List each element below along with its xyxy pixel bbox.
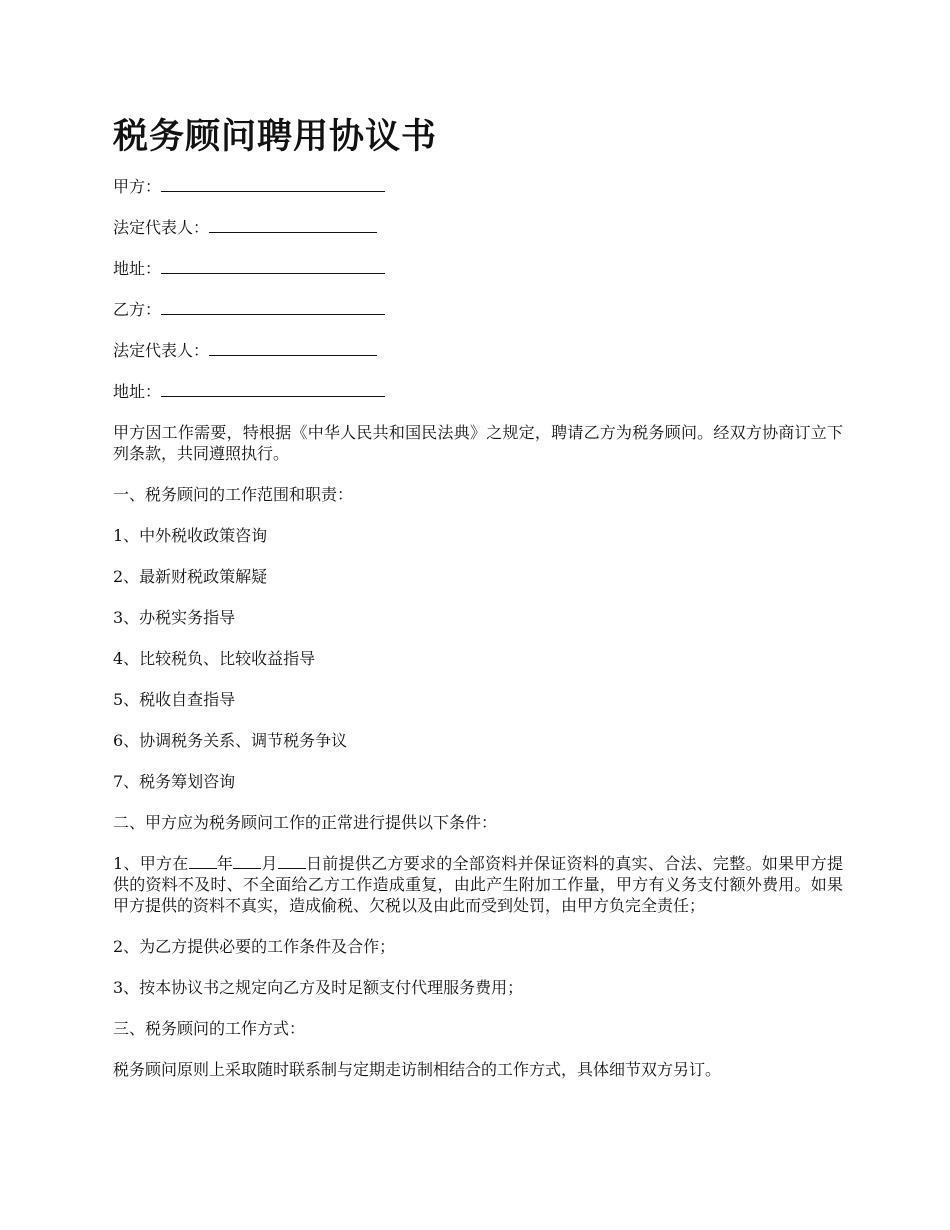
party-a-rep-blank <box>209 217 377 233</box>
party-a-field <box>113 176 843 198</box>
party-a-rep-label: 法定代表人： <box>113 218 210 237</box>
section1-item: 7、税务筹划咨询 <box>113 772 236 791</box>
party-a-rep-field <box>113 217 843 239</box>
section2-item-1 <box>113 853 843 916</box>
section1-item: 6、协调税务关系、调节税务争议 <box>113 731 348 750</box>
party-b-address-label: 地址： <box>113 382 162 401</box>
section2-item1-prefix: 1、甲方在 <box>113 854 189 873</box>
document-page <box>113 112 843 1100</box>
party-a-address-label: 地址： <box>113 259 162 278</box>
section1-item: 1、中外税收政策咨询 <box>113 526 268 545</box>
section1-item: 2、最新财税政策解疑 <box>113 567 268 586</box>
section2-item1-year: 年 <box>216 854 234 873</box>
party-a-label: 甲方： <box>113 177 162 196</box>
party-b-rep-field <box>113 340 843 362</box>
month-blank <box>233 854 261 869</box>
section2-item1-month: 月 <box>261 854 278 873</box>
section2-heading: 二、甲方应为税务顾问工作的正常进行提供以下条件： <box>113 813 498 832</box>
year-blank <box>189 854 217 869</box>
party-b-field <box>113 299 843 321</box>
party-b-label: 乙方： <box>113 300 162 319</box>
party-b-address-blank <box>161 381 385 397</box>
intro-paragraph: 甲方因工作需要，特根据《中华人民共和国民法典》之规定，聘请乙方为税务顾问。经双方协商订立下列条款，共同遵照执行。 <box>113 423 843 463</box>
party-b-rep-blank <box>209 340 377 356</box>
party-b-rep-label: 法定代表人： <box>113 341 210 360</box>
section1-heading: 一、税务顾问的工作范围和职责： <box>113 485 354 504</box>
section1-item: 3、办税实务指导 <box>113 608 236 627</box>
section2-item1-rest: 日前提供乙方要求的全部资料并保证资料的真实、合法、完整。如果甲方提供的资料不及时、不全面给乙方工作造成重复，由此产生附加工作量，甲方有义务支付额外费用。如果甲方提供的资料不真实，造成偷税、欠税以及由此而受到处罚，由甲方负完全责任； <box>113 854 843 915</box>
section2-item-3: 3、按本协议书之规定向乙方及时足额支付代理服务费用； <box>113 978 524 997</box>
section1-item: 4、比较税负、比较收益指导 <box>113 649 316 668</box>
party-a-blank <box>161 176 385 192</box>
party-b-blank <box>161 299 385 315</box>
section3-body: 税务顾问原则上采取随时联系制与定期走访制相结合的工作方式，具体细节双方另订。 <box>113 1060 722 1079</box>
section3-heading: 三、税务顾问的工作方式： <box>113 1019 306 1038</box>
document-title: 税务顾问聘用协议书 <box>113 116 438 157</box>
party-b-address-field <box>113 381 843 403</box>
section2-item-2: 2、为乙方提供必要的工作条件及合作； <box>113 937 396 956</box>
party-a-address-blank <box>161 258 385 274</box>
day-blank <box>278 854 306 869</box>
section1-item: 5、税收自查指导 <box>113 690 236 709</box>
party-a-address-field <box>113 258 843 280</box>
